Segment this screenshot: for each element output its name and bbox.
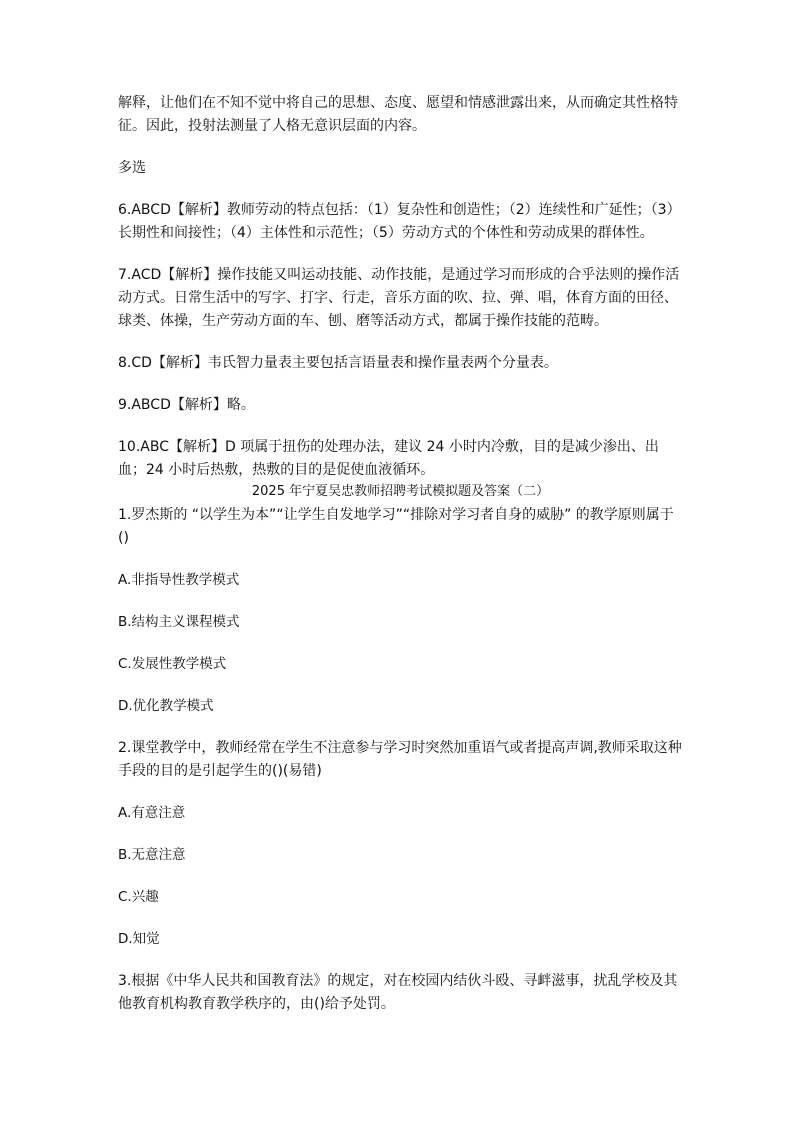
question-2-option-b: B.无意注意 xyxy=(118,847,186,863)
answer-10: 10.ABC【解析】D 项属于扭伤的处理办法，建议 24 小时内冷敷，目的是减少渗出、出血；24 小时后热敷，热敷的目的是促使血液循环。 xyxy=(118,439,659,478)
answer-9: 9.ABCD【解析】略。 xyxy=(118,397,255,413)
exam-title: 2025 年宁夏吴忠教师招聘考试模拟题及答案（二） xyxy=(251,484,550,499)
section-heading-multi: 多选 xyxy=(118,160,146,176)
question-2-option-d: D.知觉 xyxy=(118,931,160,947)
answer-7: 7.ACD【解析】操作技能又叫运动技能、动作技能，是通过学习而形成的合乎法则的操作活动方式。日常生活中的写字、打字、行走，音乐方面的吹、拉、弹、唱，体育方面的田径、球类、体操，生产劳动方面的车、刨、磨等活动方式，都属于操作技能的范畴。 xyxy=(118,267,680,329)
question-1-option-b: B.结构主义课程模式 xyxy=(118,614,240,630)
answer-8: 8.CD【解析】韦氏智力量表主要包括言语量表和操作量表两个分量表。 xyxy=(118,355,558,371)
question-1-option-a: A.非指导性教学模式 xyxy=(118,572,240,588)
question-2-stem: 2.课堂教学中，教师经常在学生不注意参与学习时突然加重语气或者提高声调,教师采取这种手段的目的是引起学生的()(易错) xyxy=(118,740,682,779)
question-3-stem: 3.根据《中华人民共和国教育法》的规定，对在校园内结伙斗殴、寻衅滋事，扰乱学校及其他教育机构教育教学秩序的，由()给予处罚。 xyxy=(118,973,678,1012)
answer-continuation: 解释，让他们在不知不觉中将自己的思想、态度、愿望和情感泄露出来，从而确定其性格特征。因此，投射法测量了人格无意识层面的内容。 xyxy=(118,95,678,134)
question-1-option-c: C.发展性教学模式 xyxy=(118,656,227,672)
page-content xyxy=(118,92,683,1016)
question-2-option-c: C.兴趣 xyxy=(118,889,159,905)
question-1-stem: 1.罗杰斯的 “以学生为本”“让学生自发地学习”“排除对学习者自身的威胁” 的教学原则属于() xyxy=(118,507,674,546)
question-2-option-a: A.有意注意 xyxy=(118,805,186,821)
question-1-option-d: D.优化教学模式 xyxy=(118,698,214,714)
answer-6: 6.ABCD【解析】教师劳动的特点包括：（1）复杂性和创造性；（2）连续性和广延性；（3）长期性和间接性；（4）主体性和示范性；（5）劳动方式的个体性和劳动成果的群体性。 xyxy=(118,202,681,241)
